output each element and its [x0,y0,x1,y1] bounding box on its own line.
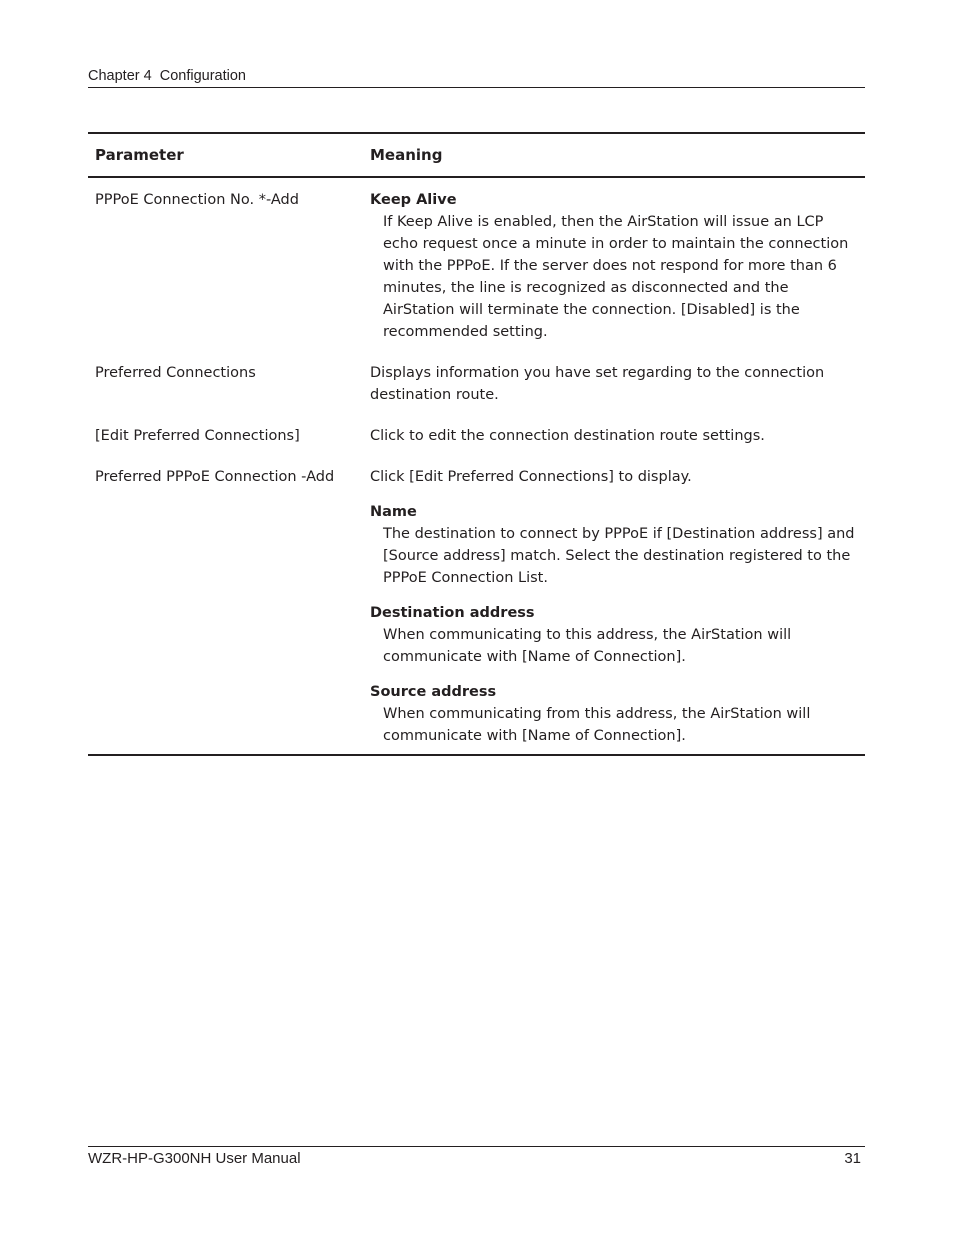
meaning-block-text: The destination to connect by PPPoE if [Destination address] and [Source address] match. Select the destination registered to the PPPoE Connection List. [383,526,855,586]
meaning-block-text: When communicating from this address, the AirStation will communicate with [Name of Connection]. [383,706,811,744]
manual-title: WZR-HP-G300NH User Manual [88,1150,301,1167]
meaning-intro: Click to edit the connection destination route settings. [370,428,765,444]
meaning-cell [370,466,865,747]
table-row [88,362,865,406]
meaning-intro: Click [Edit Preferred Connections] to display. [370,469,692,485]
page-number: 31 [844,1150,861,1167]
meaning-intro: Displays information you have set regarding to the connection destination route. [370,365,825,403]
meaning-cell [370,362,865,406]
meaning-block-title: Keep Alive [370,192,457,208]
meaning-block-title: Destination address [370,605,535,621]
parameter-cell: PPPoE Connection No. *-Add [95,192,299,208]
page-footer [88,1146,865,1168]
meaning-intro-block [370,466,859,488]
table-body [88,178,865,754]
meaning-block [370,501,859,589]
table-row [88,189,865,343]
parameter-cell: [Edit Preferred Connections] [95,428,300,444]
meaning-block-text: If Keep Alive is enabled, then the AirStation will issue an LCP echo request once a minute in order to maintain the connection with the PPPoE. If the server does not respond for more than 6 minutes, the line is recognized as disconnected and the AirStation will terminate the connection. [Disabled] is the recommended setting. [383,214,849,340]
table-row [88,425,865,447]
chapter-title: Chapter 4 Configuration [88,68,246,84]
meaning-cell [370,425,865,447]
parameter-cell: Preferred PPPoE Connection -Add [95,469,335,485]
meaning-cell [370,189,865,343]
meaning-block-title: Name [370,504,417,520]
column-header-meaning: Meaning [370,146,443,164]
column-header-parameter: Parameter [95,146,184,164]
meaning-block [370,602,859,668]
table-header-row [88,134,865,178]
table-row [88,466,865,747]
meaning-block [370,189,859,343]
meaning-block-text: When communicating to this address, the AirStation will communicate with [Name of Connection]. [383,627,792,665]
meaning-block-title: Source address [370,684,497,700]
meaning-block [370,681,859,747]
parameter-cell: Preferred Connections [95,365,256,381]
parameter-table [88,132,865,756]
page-header [88,67,865,88]
